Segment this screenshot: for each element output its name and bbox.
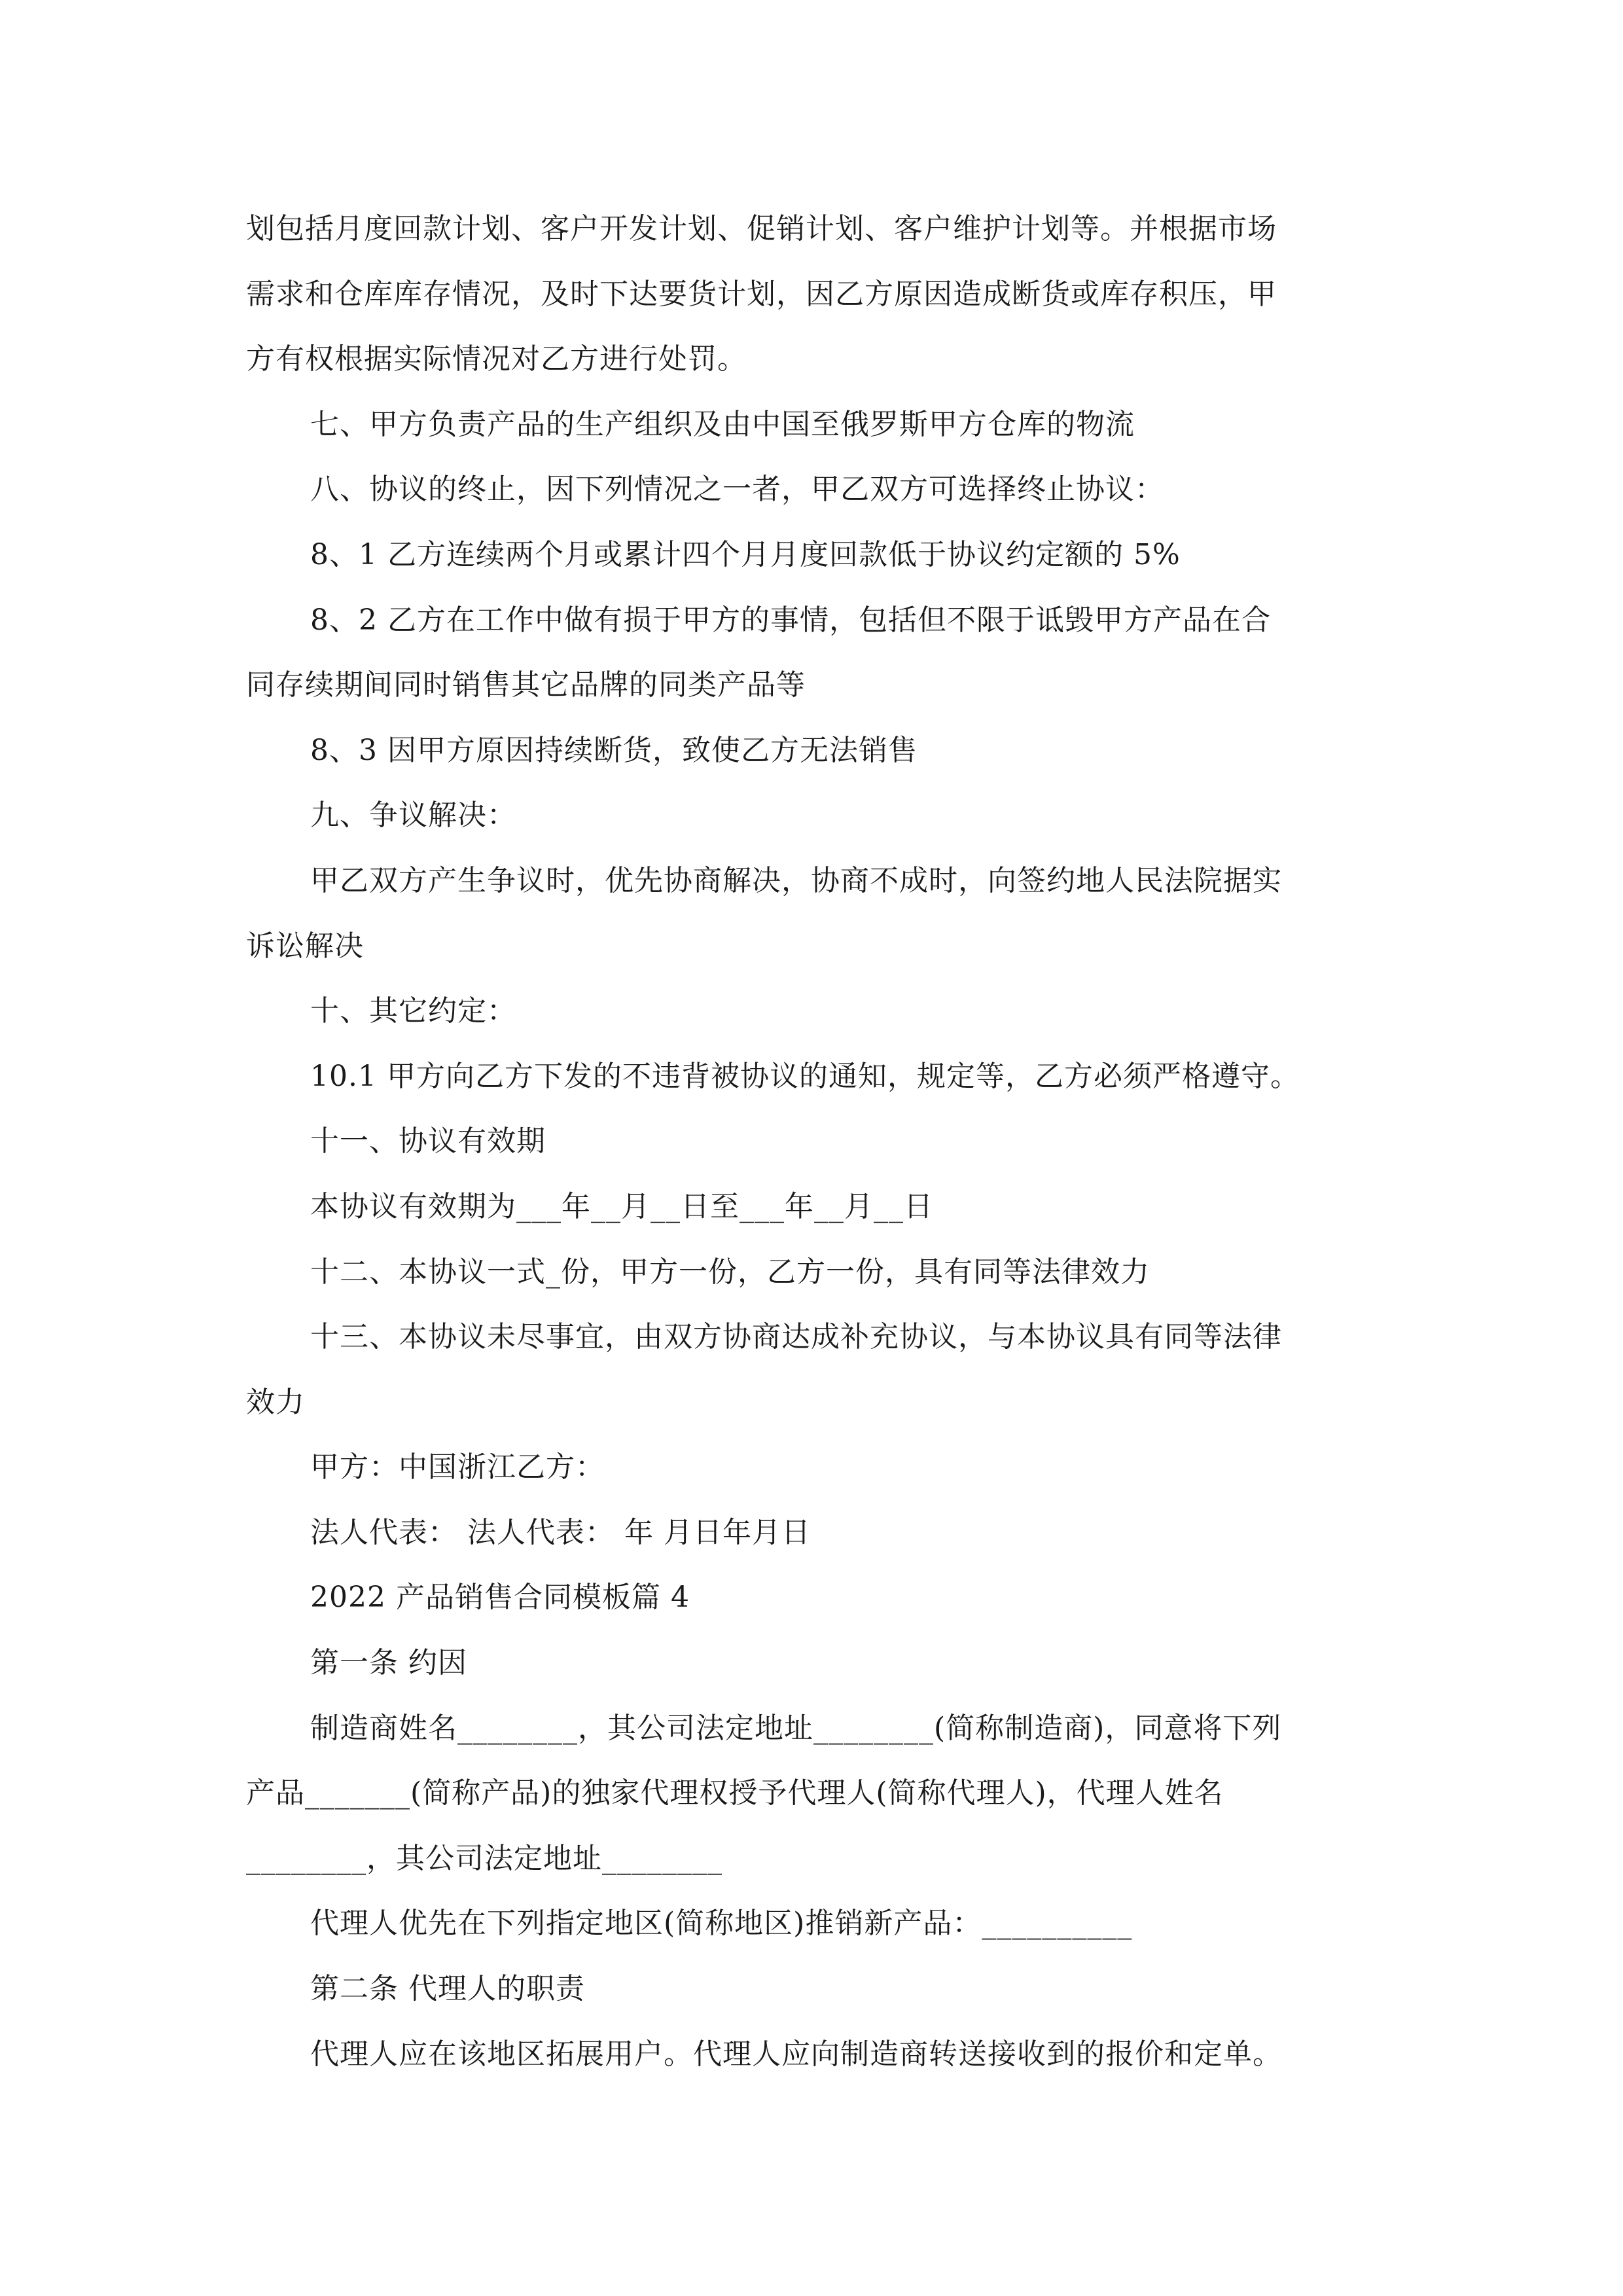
clause-item: 8、3 因甲方原因持续断货，致使乙方无法销售: [310, 733, 918, 767]
text-line: 方有权根据实际情况对乙方进行处罚。: [246, 342, 747, 376]
text-line: 效力: [246, 1385, 305, 1419]
signature-line: 甲方：中国浙江乙方：: [310, 1450, 605, 1484]
paragraph-line: 代理人优先在下列指定地区(简称地区)推销新产品：__________: [310, 1907, 1133, 1941]
text-line: 诉讼解决: [246, 929, 364, 963]
section-heading: 七、甲方负责产品的生产组织及由中国至俄罗斯甲方仓库的物流: [310, 407, 1135, 441]
paragraph-line: 代理人应在该地区拓展用户。代理人应向制造商转送接收到的报价和定单。: [310, 2037, 1282, 2071]
text-line: 同存续期间同时销售其它品牌的同类产品等: [246, 668, 806, 702]
clause-item: 10.1 甲方向乙方下发的不违背被协议的通知，规定等，乙方必须严格遵守。: [310, 1059, 1300, 1093]
clause-item: 8、2 乙方在工作中做有损于甲方的事情，包括但不限于诋毁甲方产品在合: [310, 603, 1271, 637]
section-heading: 九、争议解决：: [310, 798, 516, 833]
text-line: ________，其公司法定地址________: [246, 1841, 722, 1875]
section-heading: 十二、本协议一式_份，甲方一份，乙方一份，具有同等法律效力: [310, 1255, 1150, 1289]
paragraph-line: 本协议有效期为___年__月__日至___年__月__日: [310, 1189, 933, 1223]
text-line: 产品_______(简称产品)的独家代理权授予代理人(简称代理人)，代理人姓名: [246, 1776, 1224, 1810]
text-line: 划包括月度回款计划、客户开发计划、促销计划、客户维护计划等。并根据市场: [246, 212, 1277, 245]
document-body: [246, 196, 1385, 2087]
template-title: 2022 产品销售合同模板篇 4: [310, 1581, 690, 1615]
text-line: 需求和仓库库存情况，及时下达要货计划，因乙方原因造成断货或库存积压，甲: [246, 277, 1277, 311]
article-heading: 第一条 约因: [310, 1646, 467, 1680]
signature-line: 法人代表： 法人代表： 年 月日年月日: [310, 1515, 811, 1549]
clause-item: 8、1 乙方连续两个月或累计四个月月度回款低于协议约定额的 5%: [310, 537, 1181, 571]
paragraph-line: 甲乙双方产生争议时，优先协商解决，协商不成时，向签约地人民法院据实: [310, 863, 1282, 897]
section-heading: 十三、本协议未尽事宜，由双方协商达成补充协议，与本协议具有同等法律: [310, 1320, 1282, 1354]
article-heading: 第二条 代理人的职责: [310, 1972, 585, 2006]
section-heading: 十一、协议有效期: [310, 1124, 546, 1158]
section-heading: 八、协议的终止，因下列情况之一者，甲乙双方可选择终止协议：: [310, 473, 1164, 507]
paragraph-line: 制造商姓名________，其公司法定地址________(简称制造商)，同意将下列: [310, 1711, 1282, 1745]
section-heading: 十、其它约定：: [310, 994, 516, 1028]
